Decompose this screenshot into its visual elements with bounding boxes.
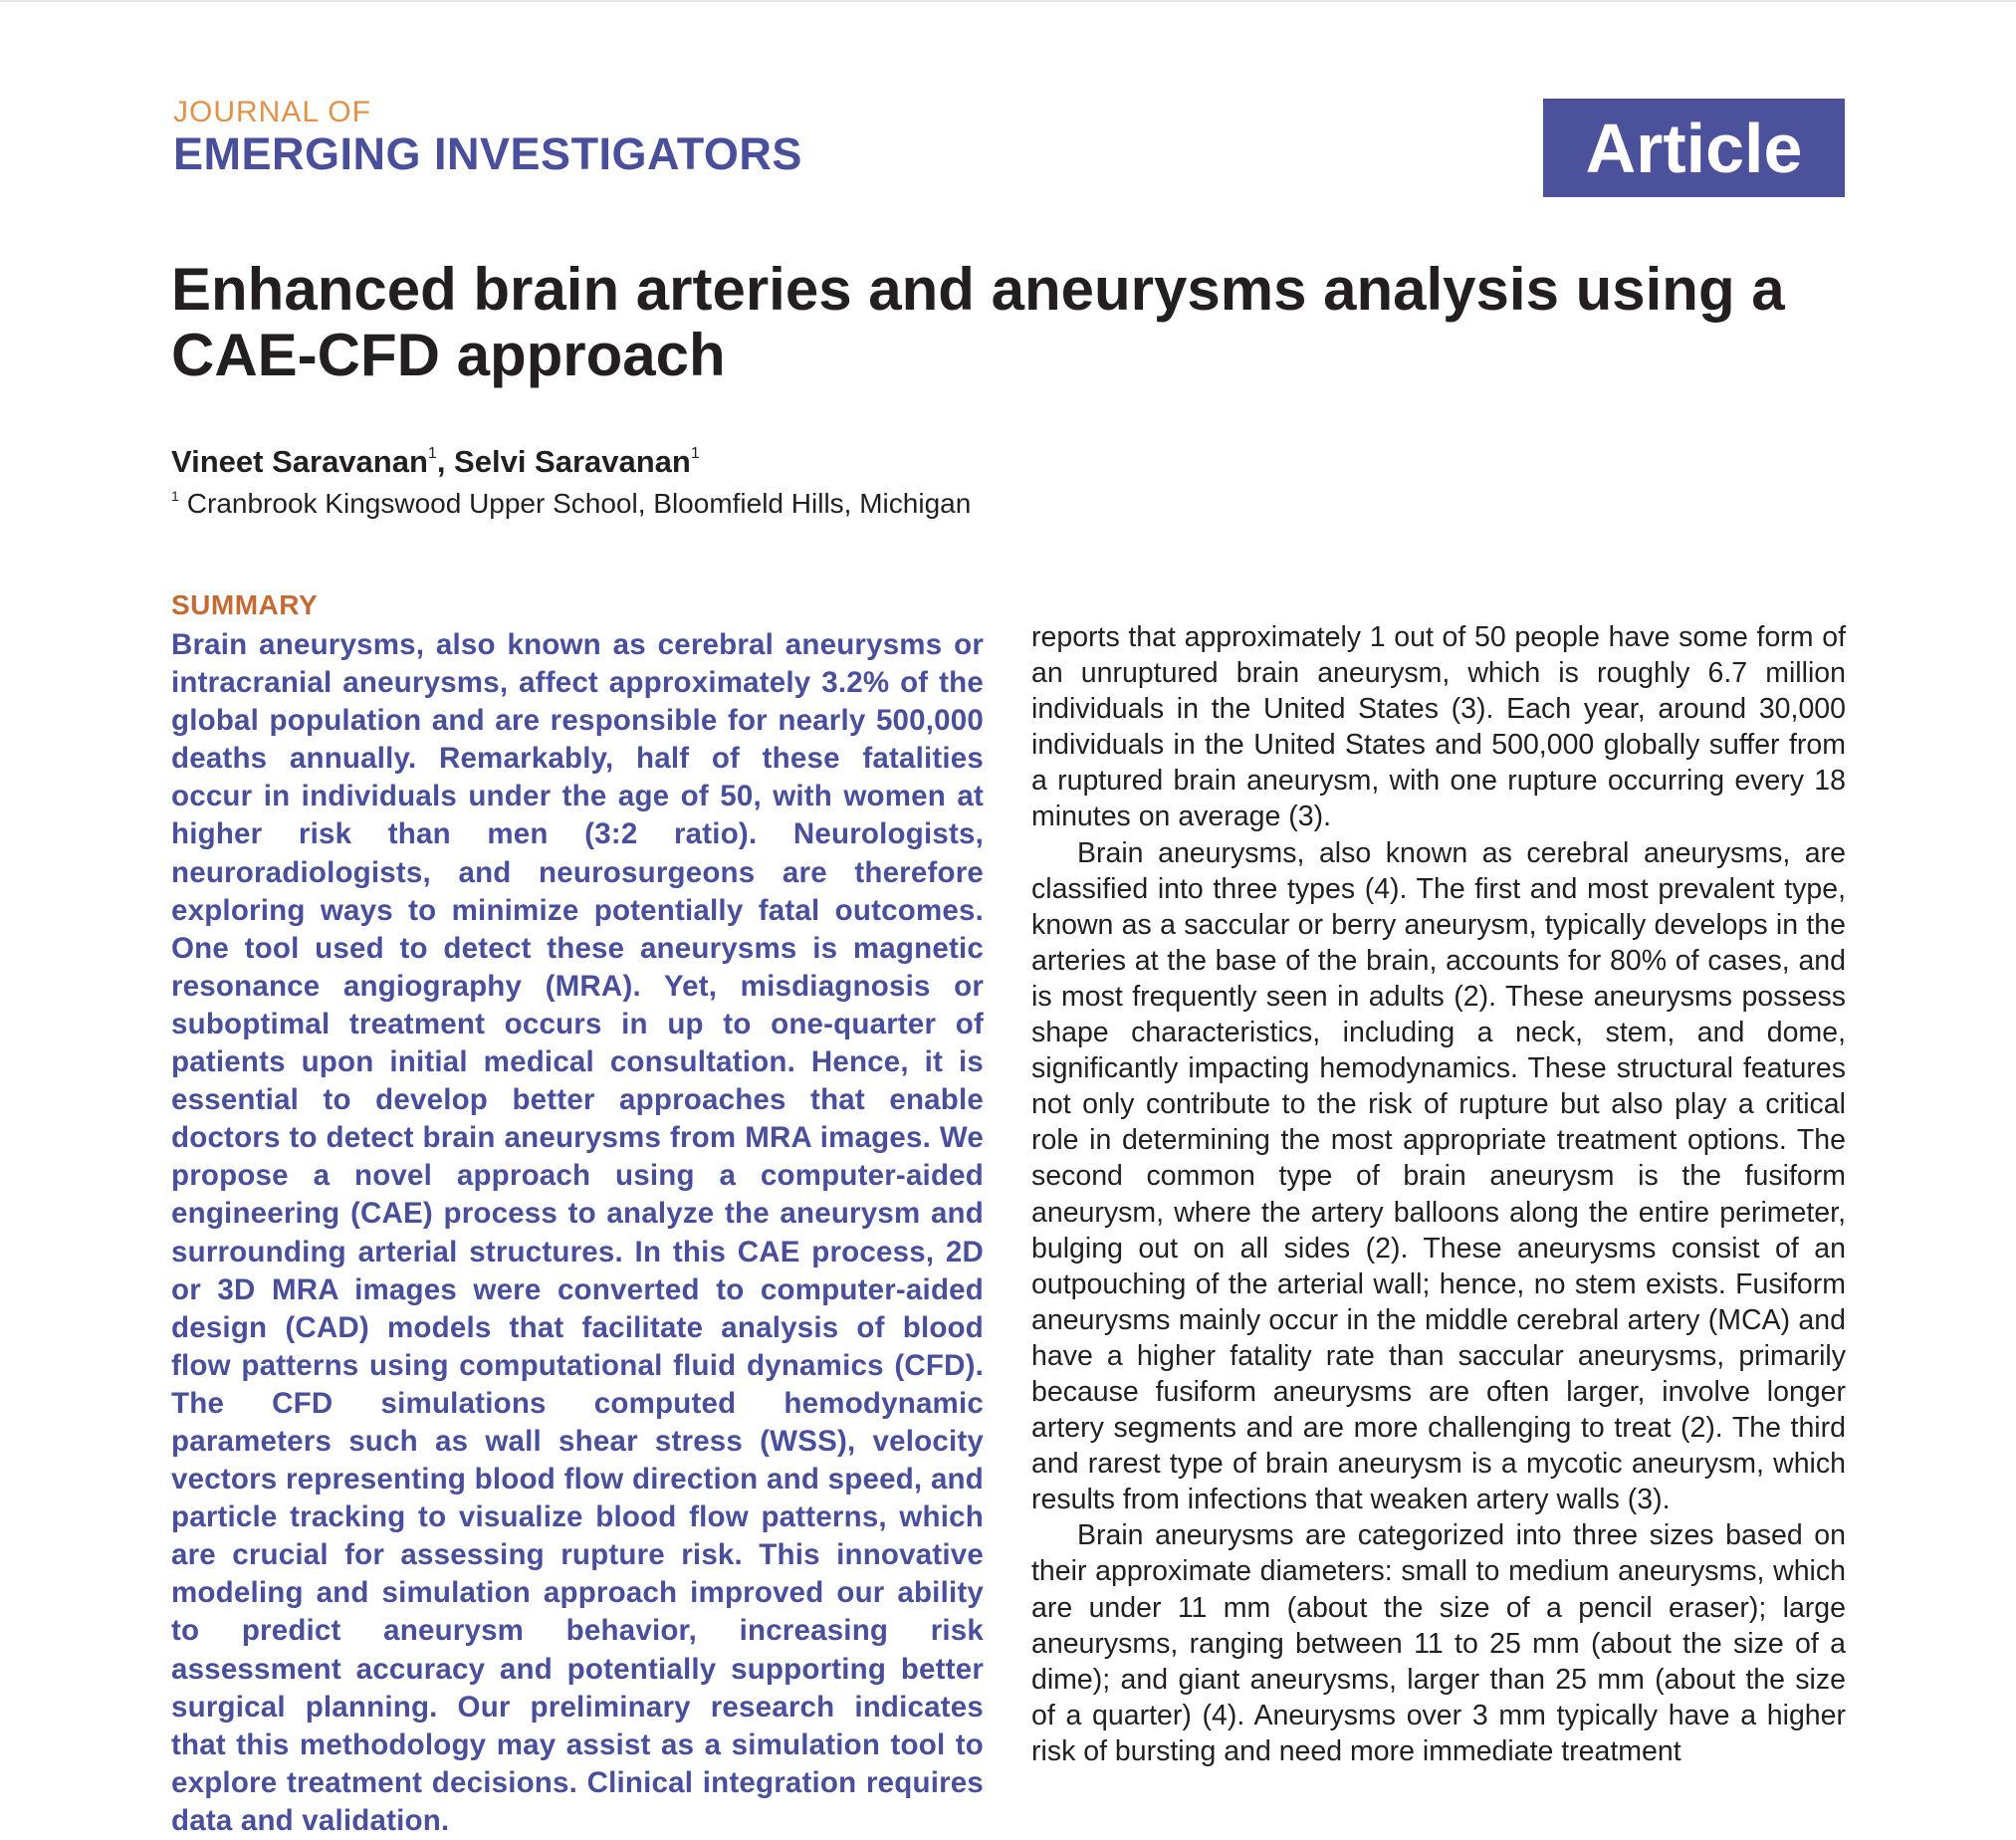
body-column-right [1031, 619, 1846, 1809]
paper-title: Enhanced brain arteries and aneurysms analysis using a CAE-CFD approach [171, 256, 1785, 388]
body-paragraph: Brain aneurysms, also known as cerebral aneurysms, are classified into three types (4). The first and most prevalent type, known as a saccular or berry aneurysm, typically develops in the arteries at the base of the brain, accounts for 80% of cases, and is most frequently seen in adults (2). These aneurysms possess shape characteristics, including a neck, stem, and dome, significantly impacting hemodynamics. These structural features not only contribute to the risk of rupture but also play a critical role in determining the most appropriate treatment options. The second common type of brain aneurysm is the fusiform aneurysm, where the artery balloons along the entire perimeter, bulging out on all sides (2). These aneurysms consist of an outpouching of the arterial wall; hence, no stem exists. Fusiform aneurysms mainly occur in the middle cerebral artery (MCA) and have a higher fatality rate than saccular aneurysms, primarily because fusiform aneurysms are often larger, involve longer artery segments and are more challenging to treat (2). The third and rarest type of brain aneurysm is a mycotic aneurysm, which results from infections that weaken artery walls (3). [1031, 836, 1846, 1516]
affiliation-text: Cranbrook Kingswood Upper School, Bloomfield Hills, Michigan [186, 488, 972, 519]
author-list [171, 444, 700, 480]
top-border [0, 0, 2016, 2]
summary-text: Brain aneurysms, also known as cerebral aneurysms or intracranial aneurysms, affect approximately 3.2% of the global population and are responsible for nearly 500,000 deaths annually. Remarkably, half of these fatalities occur in individuals under the age of 50, with women at higher risk than men (3:2 ratio). Neurologists, neuroradiologists, and neurosurgeons are therefore exploring ways to minimize potentially fatal outcomes. One tool used to detect these aneurysms is magnetic resonance angiography (MRA). Yet, misdiagnosis or suboptimal treatment occurs in up to one-quarter of patients upon initial medical consultation. Hence, it is essential to develop better approaches that enable doctors to detect brain aneurysms from MRA images. We propose a novel approach using a computer-aided engineering (CAE) process to analyze the aneurysm and surrounding arterial structures. In this CAE process, 2D or 3D MRA images were converted to computer-aided design (CAD) models that facilitate analysis of blood flow patterns using computational fluid dynamics (CFD). The CFD simulations computed hemodynamic parameters such as wall shear stress (WSS), velocity vectors representing blood flow direction and speed, and particle tracking to visualize blood flow patterns, which are crucial for assessing rupture risk. This innovative modeling and simulation approach improved our ability to predict aneurysm behavior, increasing risk assessment accuracy and potentially supporting better surgical planning. Our preliminary research indicates that this methodology may assist as a simulation tool to explore treatment decisions. Clinical integration requires data and validation. [171, 628, 984, 1837]
author-name: Vineet Saravanan [171, 444, 428, 479]
body-paragraph: reports that approximately 1 out of 50 people have some form of an unruptured brain aneurysm, which is roughly 6.7 million individuals in the United States (3). Each year, around 30,000 individuals in the United States and 500,000 globally suffer from a ruptured brain aneurysm, with one rupture occurring every 18 minutes on average (3). [1031, 621, 1846, 833]
affiliation [171, 488, 971, 520]
affiliation-marker: 1 [427, 445, 437, 462]
author-separator: , [436, 444, 455, 479]
article-type-badge: Article [1543, 99, 1845, 197]
journal-name-line1: JOURNAL OF [173, 96, 371, 128]
summary-heading: SUMMARY [171, 589, 319, 620]
affiliation-marker: 1 [690, 445, 700, 462]
author-name: Selvi Saravanan [454, 444, 691, 479]
journal-logo [173, 96, 802, 179]
body-paragraph: Brain aneurysms are categorized into three sizes based on their approximate diameters: small to medium aneurysms, which are under 11 mm (about the size of a pencil eraser); large aneurysms, ranging between 11 to 25 mm (about the size of a dime); and giant aneurysms, larger than 25 mm (about the size of a quarter) (4). Aneurysms over 3 mm typically have a higher risk of bursting and need more immediate treatment [1031, 1519, 1846, 1767]
affiliation-marker: 1 [171, 488, 179, 504]
journal-name-line2: EMERGING INVESTIGATORS [173, 128, 802, 179]
